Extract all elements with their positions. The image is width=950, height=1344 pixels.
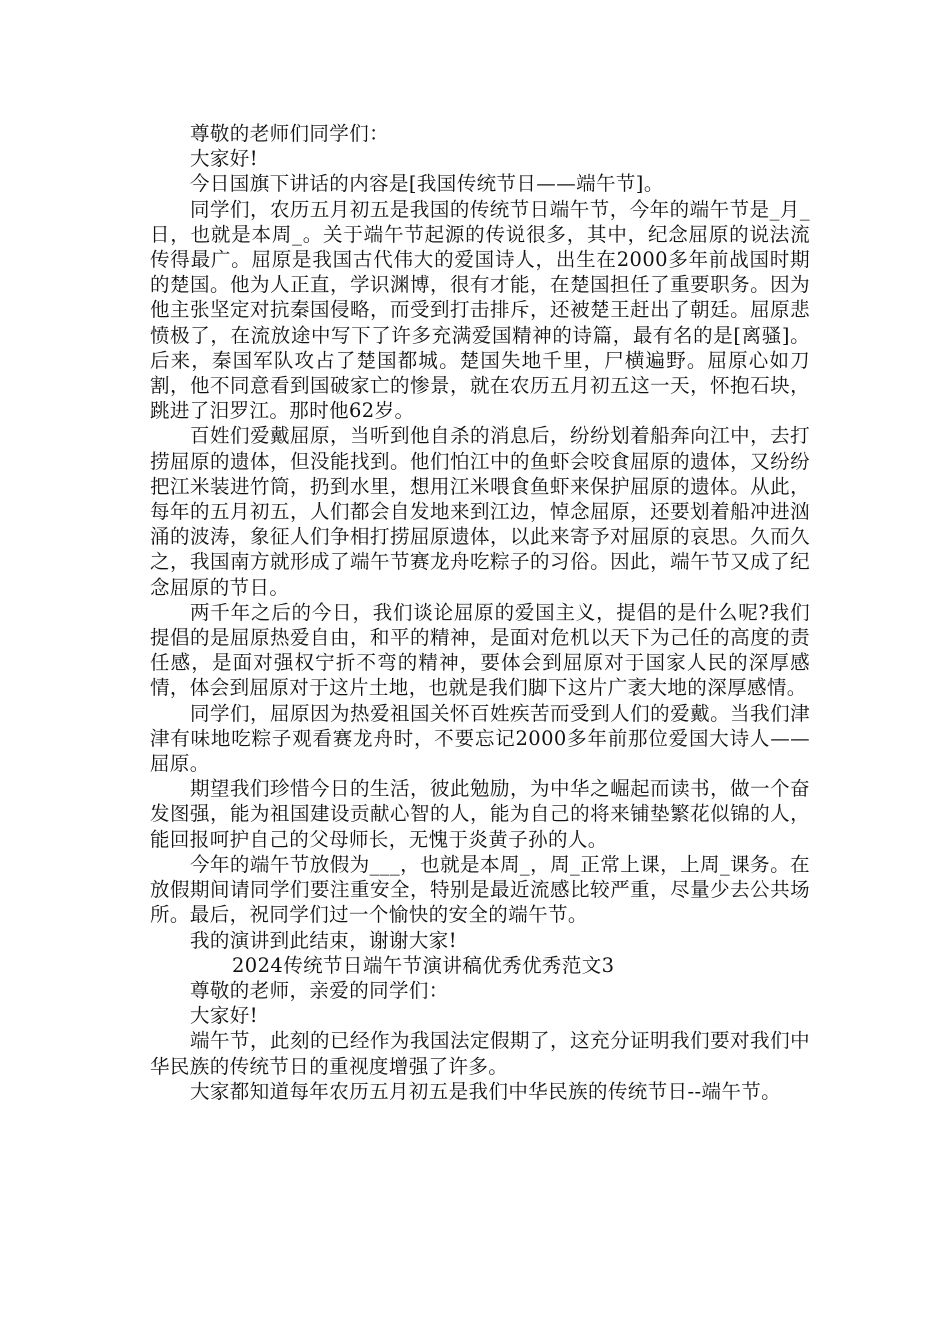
greeting: 大家好! <box>190 1004 258 1028</box>
paragraph: 同学们，屈原因为热爱祖国关怀百姓疾苦而受到人们的爱戴。当我们津津有味地吃粽子观看赛龙舟时，不要忘记2000多年前那位爱国大诗人——屈原。 <box>150 701 810 776</box>
document-body <box>150 121 810 1104</box>
paragraph: 同学们，农历五月初五是我国的传统节日端午节，今年的端午节是_月_日，也就是本周_。关于端午节起源的传说很多，其中，纪念屈原的说法流传得最广。屈原是我国古代伟大的爱国诗人，出生在2000多年前战国时期的楚国。他为人正直，学识渊博，很有才能，在楚国担任了重要职务。因为他主张坚定对抗秦国侵略，而受到打击排斥，还被楚王赶出了朝廷。屈原悲愤极了，在流放途中写下了许多充满爱国精神的诗篇，最有名的是[离骚]。后来，秦国军队攻占了楚国都城。楚国失地千里，尸横遍野。屈原心如刀割，他不同意看到国破家亡的惨景，就在农历五月初五这一天，怀抱石块，跳进了汨罗江。那时他62岁。 <box>150 197 810 423</box>
salutation: 尊敬的老师，亲爱的同学们： <box>190 978 449 1002</box>
paragraph: 端午节，此刻的已经作为我国法定假期了，这充分证明我们要对我们中华民族的传统节日的重视度增强了许多。 <box>150 1029 810 1078</box>
paragraph: 百姓们爱戴屈原，当听到他自杀的消息后，纷纷划着船奔向江中，去打捞屈原的遗体，但没能找到。他们怕江中的鱼虾会咬食屈原的遗体，又纷纷把江米装进竹筒，扔到水里，想用江米喂食鱼虾来保护屈原的遗体。从此，每年的五月初五，人们都会自发地来到江边，悼念屈原，还要划着船冲进汹涌的波涛，象征人们争相打捞屈原遗体，以此来寄予对屈原的哀思。久而久之，我国南方就形成了端午节赛龙舟吃粽子的习俗。因此，端午节又成了纪念屈原的节日。 <box>150 424 810 599</box>
paragraph: 大家都知道每年农历五月初五是我们中华民族的传统节日--端午节。 <box>190 1079 782 1103</box>
paragraph: 期望我们珍惜今日的生活，彼此勉励，为中华之崛起而读书，做一个奋发图强，能为祖国建设贡献心智的人，能为自己的将来铺垫繁花似锦的人，能回报呵护自己的父母师长，无愧于炎黄子孙的人。 <box>150 777 810 851</box>
salutation: 尊敬的老师们同学们： <box>190 122 390 145</box>
closing: 我的演讲到此结束，谢谢大家! <box>190 928 457 952</box>
greeting: 大家好! <box>190 147 258 171</box>
paragraph: 今年的端午节放假为___，也就是本周_，周_正常上课，上周_课务。在放假期间请同学们要注重安全，特别是最近流感比较严重，尽量少去公共场所。最后，祝同学们过一个愉快的安全的端午节。 <box>150 852 810 927</box>
paragraph: 今日国旗下讲话的内容是[我国传统节日——端午节]。 <box>190 172 664 196</box>
paragraph: 两千年之后的今日，我们谈论屈原的爱国主义，提倡的是什么呢?我们提倡的是屈原热爱自由，和平的精神，是面对危机以天下为己任的高度的责任感，是面对强权宁折不弯的精神，要体会到屈原对于国家人民的深厚感情，体会到屈原对于这片土地，也就是我们脚下这片广袤大地的深厚感情。 <box>150 600 810 700</box>
section-title: 2024传统节日端午节演讲稿优秀优秀范文3 <box>232 953 615 977</box>
